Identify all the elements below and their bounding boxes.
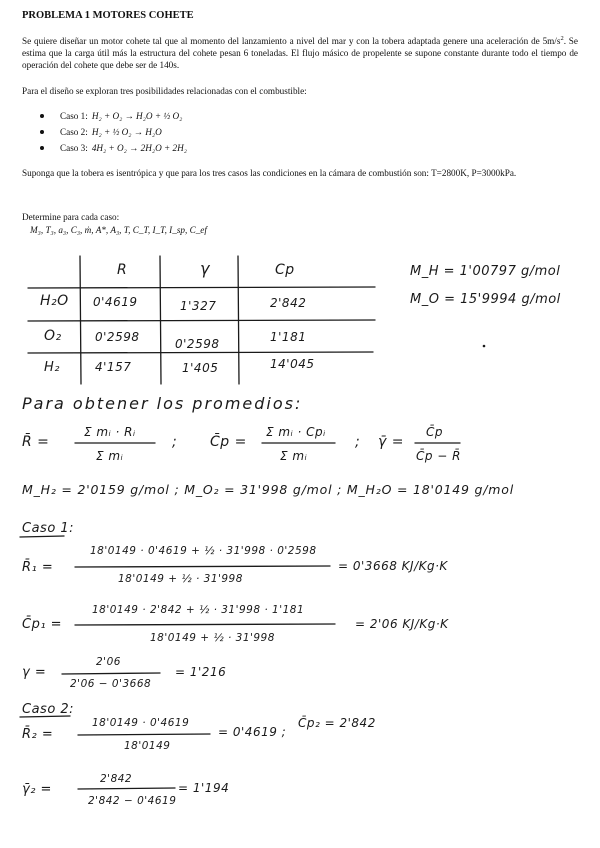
caso2-cp-result: C̄p₂ = 2'842 xyxy=(298,716,376,730)
caso2-gamma-result: = 1'194 xyxy=(178,781,230,795)
intro-superscript: 2 xyxy=(560,35,564,42)
caso1-r-numerator: 18'0149 · 0'4619 + ½ · 31'998 · 0'2598 xyxy=(90,545,317,557)
assumption-paragraph: Suponga que la tobera es isentrópica y que para los tres casos las condiciones en la cámara de combustión son: T=2800K, P=3000kPa. xyxy=(22,168,517,178)
caso2-r-denominator: 18'0149 xyxy=(124,740,171,752)
caso2-gamma-denominator: 2'842 − 0'4619 xyxy=(88,795,177,807)
avg-separator: ; xyxy=(172,434,178,450)
caso1-gamma-lhs: γ = xyxy=(22,665,47,680)
avg-gamma-numerator: C̄p xyxy=(426,425,443,439)
determine-paragraph: Determine para cada caso: xyxy=(22,212,120,222)
caso2-r-result: = 0'4619 ; xyxy=(218,725,287,739)
caso2-gamma-numerator: 2'842 xyxy=(100,773,133,785)
caso1-r-denominator: 18'0149 + ½ · 31'998 xyxy=(118,573,243,585)
case-equation: H₂ + O₂ → H₂O + ½ O₂ xyxy=(91,111,183,121)
table-cell-gamma: 1'405 xyxy=(182,361,219,375)
avg-gamma-lhs: γ̄ = xyxy=(378,434,404,450)
case-equation: H₂ + ½ O₂ → H₂O xyxy=(91,127,162,137)
table-cell-r: 4'157 xyxy=(95,360,132,374)
avg-r-numerator: Σ mᵢ · Rᵢ xyxy=(84,425,136,439)
avg-gamma-denominator: C̄p − R̄ xyxy=(416,449,462,463)
caso1-gamma-result: = 1'216 xyxy=(175,665,227,679)
avg-cp-denominator: Σ mᵢ xyxy=(280,449,308,463)
table-cell-r: 0'4619 xyxy=(93,295,138,309)
intro-text-b: . Se estima que la carga útil más la estructura del cohete pesan 6 toneladas. El flujo másico de propelente se supone constante durante todo el tiempo de operación del cohete que debe ser de 140s. xyxy=(22,36,578,71)
table-cell-cp: 1'181 xyxy=(270,330,307,344)
molar-mass-h: M_H = 1'00797 g/mol xyxy=(410,264,561,279)
ink-dot xyxy=(483,345,486,348)
table-cell-gamma: 0'2598 xyxy=(175,337,220,351)
avg-separator: ; xyxy=(355,434,361,450)
table-header-cp: Cp xyxy=(275,262,295,278)
caso1-heading: Caso 1: xyxy=(22,521,75,536)
caso1-gamma-denominator: 2'06 − 0'3668 xyxy=(70,678,152,690)
table-cell-gamma: 1'327 xyxy=(180,299,217,313)
table-species-h2o: H₂O xyxy=(40,293,69,309)
avg-cp-numerator: Σ mᵢ · Cpᵢ xyxy=(266,425,326,439)
species-molar-masses: M_H₂ = 2'0159 g/mol ; M_O₂ = 31'998 g/mol ; M_H₂O = 18'0149 g/mol xyxy=(22,482,514,497)
table-header-gamma: γ xyxy=(200,259,210,278)
table-cell-cp: 14'045 xyxy=(270,357,315,371)
caso1-gamma-numerator: 2'06 xyxy=(96,656,121,668)
averages-heading: Para obtener los promedios: xyxy=(22,394,303,413)
caso2-r-lhs: R̄₂ = xyxy=(22,727,54,742)
molar-mass-o: M_O = 15'9994 g/mol xyxy=(410,292,561,307)
caso1-cp-lhs: C̄p₁ = xyxy=(22,617,63,632)
avg-r-denominator: Σ mᵢ xyxy=(96,449,124,463)
case-label: Caso 2: xyxy=(60,127,88,137)
problem-title: PROBLEMA 1 MOTORES COHETE xyxy=(22,10,194,21)
variables-list: M₃, T₃, a₃, C₃, ṁ, A*, A₃, T, C_T, I_T, I_sp, C_ef xyxy=(30,225,207,235)
intro-text-a: Se quiere diseñar un motor cohete tal que al momento del lanzamiento a nivel del mar y con la tobera adaptada genere una aceleración de 5m/s xyxy=(22,36,561,47)
caso1-r-lhs: R̄₁ = xyxy=(22,560,54,575)
avg-cp-lhs: C̄p = xyxy=(210,434,247,450)
design-paragraph: Para el diseño se exploran tres posibilidades relacionadas con el combustible: xyxy=(22,86,307,96)
caso1-cp-denominator: 18'0149 + ½ · 31'998 xyxy=(150,632,275,644)
caso2-heading: Caso 2: xyxy=(22,702,75,717)
caso1-r-result: = 0'3668 KJ/Kg·K xyxy=(338,559,448,573)
table-cell-cp: 2'842 xyxy=(270,296,307,310)
caso1-cp-numerator: 18'0149 · 2'842 + ½ · 31'998 · 1'181 xyxy=(92,604,305,616)
caso2-r-numerator: 18'0149 · 0'4619 xyxy=(92,717,190,729)
table-header-r: R xyxy=(117,262,128,278)
case-label: Caso 1: xyxy=(60,111,88,121)
case-equation: 4H₂ + O₂ → 2H₂O + 2H₂ xyxy=(91,143,187,153)
table-cell-r: 0'2598 xyxy=(95,330,140,344)
caso2-gamma-lhs: γ̄₂ = xyxy=(22,782,52,797)
caso1-cp-result: = 2'06 KJ/Kg·K xyxy=(355,617,449,631)
table-species-h2: H₂ xyxy=(44,360,60,375)
avg-r-lhs: R̄ = xyxy=(22,434,50,450)
case-label: Caso 3: xyxy=(60,143,88,153)
table-species-o2: O₂ xyxy=(44,328,62,344)
